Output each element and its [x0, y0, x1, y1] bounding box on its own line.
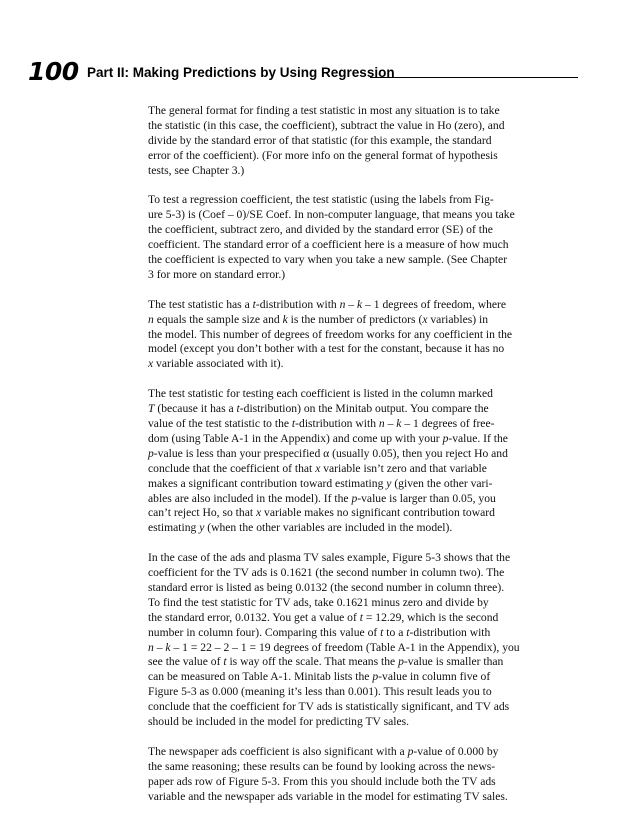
text-line [148, 208, 548, 223]
italic-run: t [359, 610, 363, 624]
text-line [148, 328, 548, 343]
text-run: value of the test statistic to the [148, 416, 292, 430]
text-run: equals the sample size and [153, 312, 283, 326]
italic-run: p [372, 670, 379, 684]
italic-run: x [255, 506, 262, 520]
italic-run: n – k [339, 297, 363, 311]
italic-run: n – k [148, 640, 171, 654]
text-run: – 1 degrees of freedom, where [362, 297, 507, 311]
italic-run: n – k [378, 416, 402, 430]
text-run: 3 for more on standard error.) [148, 267, 286, 281]
text-run: see the value of [148, 655, 224, 669]
paragraph [148, 298, 548, 373]
text-run: variable associated with it). [153, 357, 284, 371]
text-run: variable isn’t zero and that variable [320, 461, 487, 475]
text-run: variables) in [427, 312, 489, 326]
header-rule [370, 77, 578, 78]
text-line [148, 700, 548, 715]
text-run: number in column four). Comparing this value of [148, 625, 381, 639]
text-run: To find the test statistic for TV ads, take 0.1621 minus zero and divide by [148, 595, 489, 609]
text-line [148, 164, 548, 179]
text-run: the coefficient is expected to vary when you take a new sample. (See Chapter [148, 253, 508, 267]
text-run: To test a regression coefficient, the test statistic (using the labels from Fig- [148, 193, 494, 207]
text-line [148, 268, 548, 283]
italic-run: x [422, 312, 428, 326]
text-line [148, 253, 548, 268]
text-run: can be measured on Table A-1. Minitab lists the [148, 670, 373, 684]
text-run: tests, see Chapter 3.) [148, 163, 245, 177]
italic-run: t [291, 416, 296, 430]
text-run: (given the other vari- [391, 476, 493, 490]
text-line [148, 134, 548, 149]
text-run: can’t reject Ho, so that [148, 506, 256, 520]
text-run: (when the other variables are included in the model). [204, 521, 453, 535]
italic-run: n [148, 312, 154, 326]
paragraph [148, 745, 548, 805]
text-run: = 12.29, which is the second [362, 610, 499, 624]
text-run: The test statistic has a [148, 297, 253, 311]
text-line [148, 313, 548, 328]
text-line [148, 298, 548, 313]
italic-run: k [282, 312, 288, 326]
text-line [148, 387, 548, 402]
text-line [148, 551, 548, 566]
text-line [148, 715, 548, 730]
text-line [148, 119, 548, 134]
text-line [148, 685, 548, 700]
text-line [148, 641, 548, 656]
text-line [148, 521, 548, 536]
text-run: -distribution with [409, 625, 491, 639]
text-line [148, 238, 548, 253]
text-run: -value is smaller than [403, 655, 504, 669]
text-run: is the number of predictors ( [287, 312, 423, 326]
italic-run: t [223, 655, 227, 669]
paragraph [148, 193, 548, 282]
italic-run: t [252, 297, 256, 311]
text-run: -value. If the [448, 431, 508, 445]
text-run: ure 5-3) is (Coef – 0)/SE Coef. In non-computer language, that means you take [148, 208, 515, 222]
text-run: -distribution with [295, 416, 379, 430]
text-line [148, 492, 548, 507]
italic-run: t [236, 402, 240, 416]
text-run: – 1 = 22 – 2 – 1 = 19 degrees of freedom (Table A-1 in the Appendix), you [170, 640, 520, 654]
text-run: Figure 5-3 as 0.000 (meaning it’s less than 0.001). This result leads you to [148, 685, 492, 699]
text-line [148, 402, 548, 417]
text-run: conclude that the coefficient of that [148, 461, 316, 475]
text-line [148, 193, 548, 208]
italic-run: p [442, 431, 449, 445]
text-run: The newspaper ads coefficient is also significant with a [148, 744, 408, 758]
italic-run: T [148, 402, 155, 416]
text-line [148, 506, 548, 521]
text-run: -distribution) on the Minitab output. You compare the [239, 402, 489, 416]
page-number: 100 [28, 57, 79, 86]
text-run: dom (using Table A-1 in the Appendix) and come up with your [148, 431, 443, 445]
body-text [148, 104, 548, 819]
text-line [148, 447, 548, 462]
text-run: The test statistic for testing each coefficient is listed in the column marked [148, 387, 493, 401]
italic-run: t [380, 625, 384, 639]
text-run: coefficient for the TV ads is 0.1621 (the second number in column two). The [148, 566, 505, 580]
text-run: -value is less than your prespecified α (usually 0.05), then you reject Ho and [153, 446, 508, 460]
text-line [148, 432, 548, 447]
italic-run: y [199, 521, 205, 535]
text-run: model (except you don’t bother with a test for the constant, because it has no [148, 342, 505, 356]
text-run: variable and the newspaper ads variable in the model for estimating TV sales. [148, 789, 508, 803]
italic-run: p [407, 744, 414, 758]
text-line [148, 104, 548, 119]
text-run: is way off the scale. That means the [226, 655, 399, 669]
text-run: paper ads row of Figure 5-3. From this you should include both the TV ads [148, 774, 496, 788]
text-line [148, 357, 548, 372]
text-run: The general format for finding a test statistic in most any situation is to take [148, 104, 500, 117]
text-line [148, 611, 548, 626]
text-run: to a [383, 625, 407, 639]
running-header [28, 58, 568, 88]
text-run: (because it has a [154, 402, 237, 416]
paragraph [148, 104, 548, 179]
text-run: – 1 degrees of free- [401, 416, 495, 430]
text-line [148, 417, 548, 432]
italic-run: p [351, 491, 358, 505]
italic-run: p [148, 446, 154, 460]
text-run: makes a significant contribution toward estimating [148, 476, 387, 490]
text-line [148, 596, 548, 611]
text-run: error of the coefficient). (For more info on the general format of hypothesis [148, 148, 498, 162]
text-run: -value is larger than 0.05, you [357, 491, 496, 505]
text-line [148, 223, 548, 238]
italic-run: y [386, 476, 392, 490]
text-line [148, 655, 548, 670]
text-line [148, 745, 548, 760]
text-run: standard error is listed as being 0.0132 (the second number in column three). [148, 580, 505, 594]
text-line [148, 462, 548, 477]
chapter-title: Part II: Making Predictions by Using Regression [87, 65, 395, 80]
italic-run: t [406, 625, 410, 639]
text-run: the coefficient, subtract zero, and divided by the standard error (SE) of the [148, 223, 493, 237]
text-run: the statistic (in this case, the coefficient), subtract the value in Ho (zero), and [148, 118, 505, 132]
text-run: -value in column five of [378, 670, 491, 684]
text-line [148, 477, 548, 492]
text-line [148, 342, 548, 357]
text-line [148, 581, 548, 596]
text-run: ables are also included in the model). If the [148, 491, 352, 505]
text-line [148, 760, 548, 775]
text-run: coefficient. The standard error of a coefficient here is a measure of how much [148, 238, 509, 252]
italic-run: p [398, 655, 404, 669]
text-line [148, 790, 548, 805]
text-run: -value of 0.000 by [413, 744, 499, 758]
italic-run: x [315, 461, 321, 475]
paragraph [148, 551, 548, 730]
paragraph [148, 387, 548, 536]
text-line [148, 670, 548, 685]
text-run: estimating [148, 521, 200, 535]
text-line [148, 149, 548, 164]
text-run: variable makes no significant contribution toward [261, 506, 495, 520]
text-run: -distribution with [255, 297, 340, 311]
italic-run: x [148, 357, 154, 371]
text-run: conclude that the coefficient for TV ads is statistically significant, and TV ads [148, 700, 510, 714]
text-run: should be included in the model for predicting TV sales. [148, 715, 410, 729]
text-run: the standard error, 0.0132. You get a value of [148, 610, 360, 624]
text-run: the model. This number of degrees of freedom works for any coefficient in the [148, 327, 513, 341]
text-run: divide by the standard error of that statistic (for this example, the standard [148, 133, 492, 147]
text-line [148, 775, 548, 790]
text-line [148, 626, 548, 641]
text-run: In the case of the ads and plasma TV sales example, Figure 5-3 shows that the [148, 551, 511, 565]
text-line [148, 566, 548, 581]
text-run: the same reasoning; these results can be found by looking across the news- [148, 759, 496, 773]
